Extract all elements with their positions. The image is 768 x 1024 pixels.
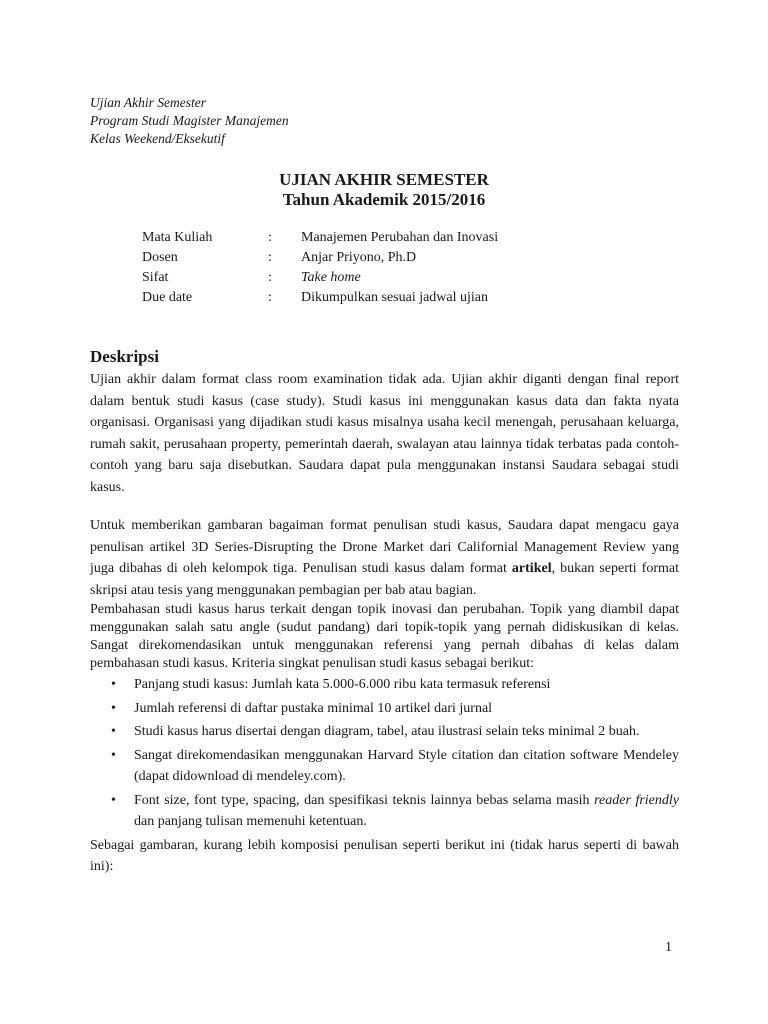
title-block: [0, 170, 768, 210]
course-info-table: [142, 230, 498, 310]
list-item-text: Panjang studi kasus: Jumlah kata 5.000-6.000 ribu kata termasuk referensi: [134, 677, 551, 692]
bullet-icon: •: [111, 677, 116, 692]
info-row-lecturer: [142, 250, 498, 270]
bullet-icon: •: [111, 747, 116, 763]
section-heading: Deskripsi: [90, 347, 159, 366]
paragraph-format-text-b: , bukan seperti format skripsi atau tesis yang menggunakan pembagian per bab atau bagian.: [90, 561, 679, 598]
page-title: UJIAN AKHIR SEMESTER: [279, 170, 489, 189]
info-label: Mata Kuliah: [142, 230, 213, 245]
info-separator: :: [268, 230, 272, 245]
page-subtitle: Tahun Akademik 2015/2016: [282, 190, 486, 209]
info-label: Due date: [142, 290, 193, 305]
header-line-program: Program Studi Magister Manajemen: [90, 113, 289, 128]
info-value: [301, 270, 498, 290]
info-row-due-date: [142, 290, 498, 310]
criteria-list: [90, 674, 679, 833]
info-value: Anjar Priyono, Ph.D: [301, 250, 417, 265]
list-item: [111, 745, 679, 788]
bullet-icon: •: [111, 724, 116, 739]
page-number: 1: [665, 940, 672, 955]
list-item-text: Font size, font type, spacing, dan spesifikasi teknis lainnya bebas selama masih: [134, 792, 595, 808]
list-item: [111, 721, 679, 743]
description-section: [90, 346, 679, 878]
info-value: Manajemen Perubahan dan Inovasi: [301, 230, 499, 245]
header-line-class: Kelas Weekend/Eksekutif: [90, 131, 225, 146]
list-item: [111, 790, 679, 833]
paragraph-intro: Ujian akhir dalam format class room examination tidak ada. Ujian akhir diganti dengan final report dalam bentuk studi kasus (case study). Studi kasus ini menggunakan kasus data dan fakta nyata organisasi. Organisasi yang dijadikan studi kasus misalnya usaha kecil menengah, perusahaan keluarga, rumah sakit, perusahaan property, pemerintah daerah, swalayan atau lainnya tidak terbatas pada contoh-contoh yang baru saja disebutkan. Saudara dapat pula menggunakan instansi Saudara sebagai studi kasus.: [90, 372, 679, 495]
info-separator: :: [268, 290, 272, 305]
paragraph-composition: Sebagai gambaran, kurang lebih komposisi penulisan seperti berikut ini (tidak harus seperti di bawah ini):: [90, 837, 679, 874]
bullet-icon: •: [111, 792, 116, 808]
paragraph-format-bold: artikel: [511, 561, 552, 576]
info-label: Dosen: [142, 250, 178, 265]
header-line-exam: Ujian Akhir Semester: [90, 95, 206, 110]
info-row-nature: [142, 270, 498, 290]
list-item-text: Sangat direkomendasikan menggunakan Harvard Style citation dan citation software Mendeley (dapat didownload di mendeley.com).: [134, 747, 679, 784]
list-item-italic: reader friendly: [594, 792, 679, 808]
list-item-text-tail: dan panjang tulisan memenuhi ketentuan.: [134, 814, 367, 829]
info-label: Sifat: [142, 270, 169, 285]
info-row-course: [142, 230, 498, 250]
paragraph-discussion: Pembahasan studi kasus harus terkait dengan topik inovasi dan perubahan. Topik yang diambil dapat menggunakan salah satu angle (sudut pandang) dari topik-topik yang pernah didiskusikan di kelas. Sangat direkomendasikan untuk menggunakan referensi yang pernah dibahas di kelas dalam pembahasan studi kasus. Kriteria singkat penulisan studi kasus sebagai berikut:: [90, 602, 679, 671]
paragraph-format-text-a: Untuk memberikan gambaran bagaiman format penulisan studi kasus, Saudara dapat mengacu gaya penulisan artikel 3D Series-Disrupting the Drone Market dari Californial Management Review yang juga dibahas di oleh kelompok tiga. Penulisan studi kasus dalam format: [90, 518, 679, 576]
info-separator: :: [268, 250, 272, 265]
document-header: [90, 94, 289, 148]
info-value-italic: Take home: [301, 270, 361, 285]
bullet-icon: •: [111, 700, 116, 716]
list-item-text: Studi kasus harus disertai dengan diagram, tabel, atau ilustrasi selain teks minimal 2 buah.: [134, 724, 640, 739]
list-item: [111, 674, 679, 696]
list-item-text: Jumlah referensi di daftar pustaka minimal 10 artikel dari jurnal: [134, 700, 493, 716]
info-separator: :: [268, 270, 272, 285]
paragraph-format: [90, 515, 679, 601]
list-item: [111, 698, 679, 720]
info-value: Dikumpulkan sesuai jadwal ujian: [301, 290, 489, 305]
